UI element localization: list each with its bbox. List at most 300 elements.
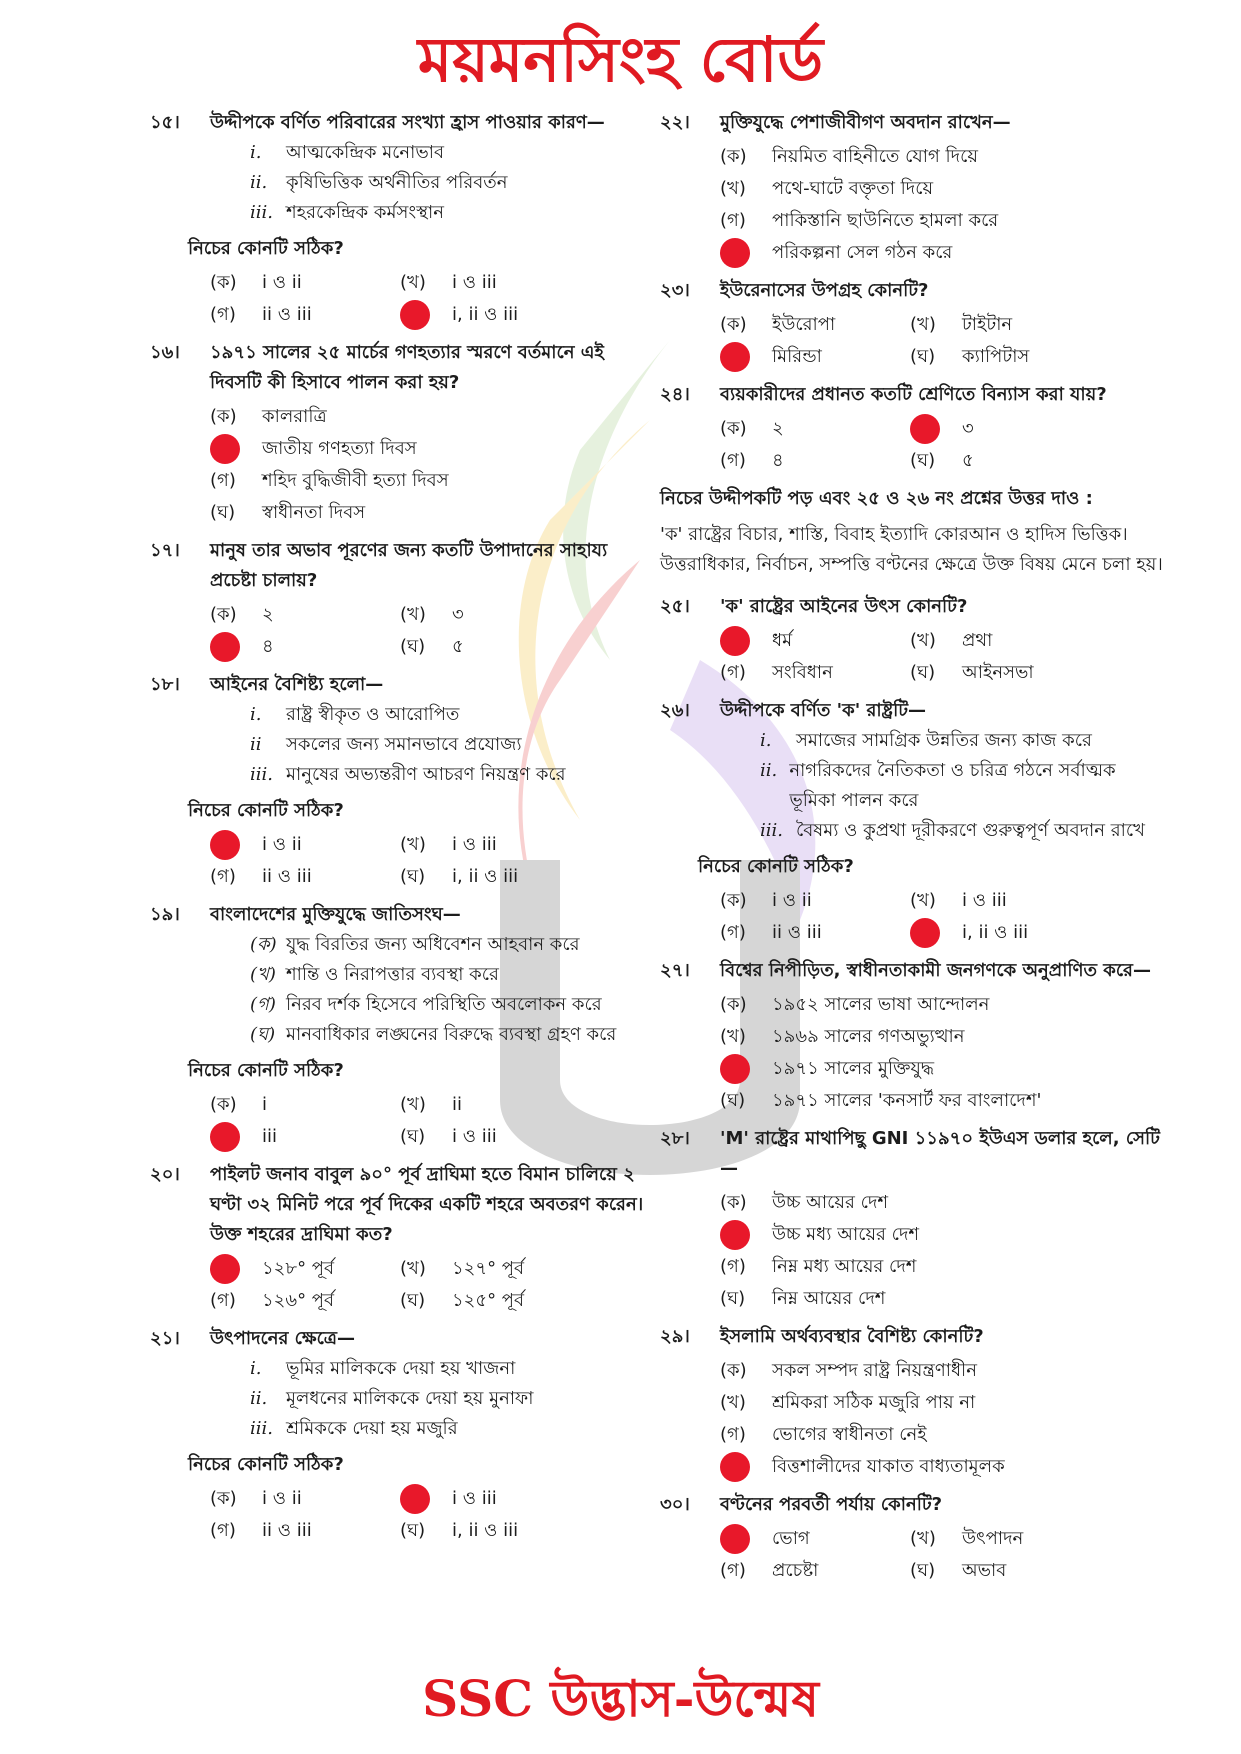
options-grid: [720, 142, 1165, 268]
answer-option[interactable]: [400, 632, 590, 662]
statement: [210, 138, 655, 168]
option-text: অভাব: [962, 1560, 1007, 1581]
answer-option[interactable]: [910, 342, 1100, 372]
question: [660, 1124, 1165, 1314]
answer-option[interactable]: [910, 658, 1100, 688]
option-marker: (খ): [400, 1094, 426, 1115]
option-marker: (ঘ): [910, 662, 936, 683]
option-marker: (ক): [720, 1360, 747, 1381]
option-text: i: [262, 1094, 268, 1115]
option-marker: (ক): [720, 314, 747, 335]
option-text: ধর্ম: [772, 630, 793, 651]
question-stem: 'M' রাষ্ট্রের মাথাপিছু GNI ১১৯৭০ ইউএস ডলার হলে, সেটি—: [720, 1128, 1160, 1179]
question-number: ২৪।: [660, 384, 690, 405]
options-grid: [210, 402, 655, 528]
answer-option[interactable]: [720, 238, 1165, 268]
option-text: শ্রমিকরা সঠিক মজুরি পায় না: [772, 1392, 976, 1413]
option-text: ii ও iii: [262, 866, 312, 887]
option-text: i ও iii: [962, 890, 1007, 911]
correct-answer-dot-icon: [400, 1484, 430, 1514]
statement-text: মানবাধিকার লঙ্ঘনের বিরুদ্ধে ব্যবস্থা গ্রহণ করে: [286, 1024, 617, 1045]
answer-option[interactable]: [400, 1484, 590, 1514]
option-marker: (গ): [720, 1560, 746, 1581]
answer-option[interactable]: [210, 1516, 400, 1546]
statement-numeral: (ক): [250, 934, 277, 955]
answer-option[interactable]: [720, 918, 910, 948]
answer-option[interactable]: [210, 1286, 400, 1316]
option-text: i, ii ও iii: [452, 1520, 519, 1541]
answer-option[interactable]: [210, 1090, 400, 1120]
answer-option[interactable]: [910, 1524, 1100, 1554]
answer-option[interactable]: [210, 600, 400, 630]
answer-option[interactable]: [400, 1122, 590, 1152]
option-text: বিত্তশালীদের যাকাত বাধ্যতামূলক: [772, 1456, 1005, 1477]
answer-option[interactable]: [400, 1286, 590, 1316]
question: [150, 670, 655, 892]
option-text: ১৯৭১ সালের মুক্তিযুদ্ধ: [772, 1058, 935, 1079]
statement: [210, 960, 655, 990]
right-column: [660, 108, 1165, 1594]
options-grid: [720, 1188, 1165, 1314]
option-marker: (খ): [910, 1528, 936, 1549]
statement-numeral: i.: [250, 142, 262, 163]
option-text: i ও iii: [452, 1126, 497, 1147]
options-grid: [720, 414, 1165, 476]
option-text: ৩: [962, 418, 974, 439]
option-text: ভোগ: [772, 1528, 810, 1549]
answer-option[interactable]: [720, 1556, 910, 1586]
option-text: i ও ii: [772, 890, 812, 911]
answer-option[interactable]: [400, 600, 590, 630]
question-stem: বাংলাদেশের মুক্তিযুদ্ধে জাতিসংঘ—: [210, 904, 461, 925]
question-prompt: নিচের কোনটি সঠিক?: [188, 1454, 344, 1475]
question-number: ২৩।: [660, 280, 690, 301]
answer-option[interactable]: [400, 268, 590, 298]
statement-numeral: ii.: [250, 172, 268, 193]
statement: [210, 1354, 655, 1384]
answer-option[interactable]: [210, 300, 400, 330]
option-text: ৫: [452, 636, 464, 657]
answer-option[interactable]: [720, 414, 910, 444]
option-text: নিয়মিত বাহিনীতে যোগ দিয়ে: [772, 146, 978, 167]
statement: [210, 700, 655, 730]
option-text: ১২৭° পূর্ব: [452, 1258, 525, 1279]
statement-text: শ্রমিককে দেয়া হয় মজুরি: [286, 1418, 458, 1439]
option-marker: (গ): [720, 210, 746, 231]
question-stem: উৎপাদনের ক্ষেত্রে—: [210, 1328, 356, 1349]
option-text: iii: [262, 1126, 278, 1147]
option-marker: (ঘ): [400, 636, 426, 657]
option-marker: (ঘ): [400, 866, 426, 887]
option-text: প্রথা: [962, 630, 993, 651]
statement-numeral: iii.: [760, 820, 783, 841]
option-marker: (ক): [720, 994, 747, 1015]
question-stem: বিশ্বের নিপীড়িত, স্বাধীনতাকামী জনগণকে অনুপ্রাণিত করে—: [720, 960, 1151, 981]
option-text: নিম্ন মধ্য আয়ের দেশ: [772, 1256, 917, 1277]
options-grid: [720, 990, 1165, 1116]
option-text: উৎপাদন: [962, 1528, 1024, 1549]
option-text: ii ও iii: [262, 1520, 312, 1541]
option-marker: (ক): [720, 146, 747, 167]
option-marker: (ক): [720, 890, 747, 911]
statement: [210, 730, 655, 760]
statement-text: নিরব দর্শক হিসেবে পরিস্থিতি অবলোকন করে: [286, 994, 602, 1015]
answer-option[interactable]: [720, 1252, 1165, 1282]
answer-option[interactable]: [910, 886, 1100, 916]
question: [660, 1322, 1165, 1482]
question-number: ২২।: [660, 112, 690, 133]
question-number: ৩০।: [660, 1494, 690, 1515]
left-column: [150, 108, 655, 1554]
statement-numeral: ii.: [250, 1388, 268, 1409]
question: [150, 536, 655, 662]
answer-option[interactable]: [720, 1420, 1165, 1450]
option-marker: (ঘ): [400, 1290, 426, 1311]
statement-text: বৈষম্য ও কুপ্রথা দূরীকরণে গুরুত্বপূর্ণ অবদান রাখে: [796, 820, 1145, 841]
options-grid: [210, 268, 655, 330]
option-text: সংবিধান: [772, 662, 833, 683]
answer-option[interactable]: [210, 402, 655, 432]
option-text: ৩: [452, 604, 464, 625]
answer-option[interactable]: [400, 300, 590, 330]
correct-answer-dot-icon: [400, 300, 430, 330]
options-grid: [210, 1254, 655, 1316]
option-text: উচ্চ আয়ের দেশ: [772, 1192, 889, 1213]
question-number: ১৭।: [150, 540, 180, 561]
option-marker: (খ): [400, 834, 426, 855]
options-grid: [210, 830, 655, 892]
statement-text: মূলধনের মালিককে দেয়া হয় মুনাফা: [286, 1388, 534, 1409]
option-text: শহিদ বুদ্ধিজীবী হত্যা দিবস: [262, 470, 449, 491]
answer-option[interactable]: [210, 434, 655, 464]
answer-option[interactable]: [210, 268, 400, 298]
correct-answer-dot-icon: [720, 1524, 750, 1554]
answer-option[interactable]: [720, 886, 910, 916]
question: [660, 956, 1165, 1116]
option-marker: (ঘ): [210, 502, 236, 523]
options-grid: [720, 626, 1165, 688]
answer-option[interactable]: [720, 310, 910, 340]
option-marker: (ক): [210, 604, 237, 625]
options-grid: [720, 886, 1165, 948]
answer-option[interactable]: [720, 1054, 1165, 1084]
option-marker: (ঘ): [720, 1090, 746, 1111]
statement-numeral: iii.: [250, 1418, 273, 1439]
option-marker: (গ): [210, 1520, 236, 1541]
question-prompt: নিচের কোনটি সঠিক?: [698, 856, 854, 877]
answer-option[interactable]: [720, 658, 910, 688]
question-prompt: নিচের কোনটি সঠিক?: [188, 800, 344, 821]
right-questions-part-a: [660, 108, 1165, 476]
option-text: টাইটান: [962, 314, 1013, 335]
question-stem: পাইলট জনাব বাবুল ৯০° পূর্ব দ্রাঘিমা হতে বিমান চালিয়ে ২ ঘণ্টা ৩২ মিনিট পরে পূর্ব দিকের একটি শহরে অবতরণ করেন। উক্ত শহরের দ্রাঘিমা কত?: [210, 1164, 644, 1245]
question: [150, 108, 655, 330]
question-stem: আইনের বৈশিষ্ট্য হলো—: [210, 674, 384, 695]
question-stem: 'ক' রাষ্ট্রের আইনের উৎস কোনটি?: [720, 596, 968, 617]
correct-answer-dot-icon: [720, 342, 750, 372]
statement-numeral: (ঘ): [250, 1024, 276, 1045]
answer-option[interactable]: [720, 626, 910, 656]
answer-option[interactable]: [400, 1516, 590, 1546]
statement-text: ভূমির মালিককে দেয়া হয় খাজনা: [286, 1358, 516, 1379]
question-number: ১৯।: [150, 904, 180, 925]
option-marker: (ক): [210, 1094, 237, 1115]
stimulus-passage: [660, 484, 1165, 580]
option-marker: (খ): [720, 178, 746, 199]
option-text: i ও ii: [262, 272, 302, 293]
answer-option[interactable]: [720, 1086, 1165, 1116]
question-stem: ব্যয়কারীদের প্রধানত কতটি শ্রেণিতে বিন্যাস করা যায়?: [720, 384, 1107, 405]
statement: [210, 1020, 655, 1050]
option-marker: (খ): [910, 630, 936, 651]
option-marker: (ক): [210, 272, 237, 293]
option-text: ৫: [962, 450, 974, 471]
statement-text: সমাজের সামগ্রিক উন্নতির জন্য কাজ করে: [796, 730, 1092, 751]
question-prompt: নিচের কোনটি সঠিক?: [188, 1060, 344, 1081]
answer-option[interactable]: [910, 918, 1100, 948]
question-stem: বণ্টনের পরবর্তী পর্যায় কোনটি?: [720, 1494, 943, 1515]
option-marker: (ঘ): [910, 450, 936, 471]
option-text: i, ii ও iii: [452, 866, 519, 887]
option-text: ১২৫° পূর্ব: [452, 1290, 525, 1311]
option-text: i, ii ও iii: [962, 922, 1029, 943]
statement-numeral: i.: [250, 1358, 262, 1379]
correct-answer-dot-icon: [210, 830, 240, 860]
statement-numeral: ii: [250, 734, 262, 755]
statement-numeral: i.: [760, 730, 772, 751]
passage-text: 'ক' রাষ্ট্রের বিচার, শাস্তি, বিবাহ ইত্যাদি কোরআন ও হাদিস ভিত্তিক। উত্তরাধিকার, নির্বাচন, সম্পত্তি বণ্টনের ক্ষেত্রে উক্ত বিষয় মেনে চলা হয়।: [660, 524, 1163, 575]
option-text: ২: [772, 418, 784, 439]
option-marker: (ঘ): [400, 1126, 426, 1147]
question: [660, 1490, 1165, 1586]
answer-option[interactable]: [210, 1484, 400, 1514]
answer-option[interactable]: [720, 206, 1165, 236]
question-stem: মুক্তিযুদ্ধে পেশাজীবীগণ অবদান রাখেন—: [720, 112, 1011, 133]
question-number: ১৮।: [150, 674, 180, 695]
statement: [210, 1414, 655, 1444]
answer-option[interactable]: [400, 1090, 590, 1120]
statement-text: আত্মকেন্দ্রিক মনোভাব: [286, 142, 445, 163]
statement: [210, 168, 655, 198]
option-text: i, ii ও iii: [452, 304, 519, 325]
option-text: ভোগের স্বাধীনতা নেই: [772, 1424, 927, 1445]
answer-option[interactable]: [720, 990, 1165, 1020]
options-grid: [210, 1090, 655, 1152]
correct-answer-dot-icon: [910, 918, 940, 948]
question-number: ২৬।: [660, 700, 690, 721]
answer-option[interactable]: [210, 498, 655, 528]
option-marker: (গ): [210, 470, 236, 491]
question-number: ২৭।: [660, 960, 690, 981]
question: [660, 592, 1165, 688]
answer-option[interactable]: [910, 446, 1100, 476]
question-stem: ইসলামি অর্থব্যবস্থার বৈশিষ্ট্য কোনটি?: [720, 1326, 984, 1347]
options-grid: [720, 310, 1165, 372]
option-text: উচ্চ মধ্য আয়ের দেশ: [772, 1224, 920, 1245]
option-text: i ও ii: [262, 1488, 302, 1509]
option-text: ইউরোপা: [772, 314, 836, 335]
option-marker: (খ): [400, 1258, 426, 1279]
answer-option[interactable]: [720, 1022, 1165, 1052]
footer-title: SSC উদ্ভাস-উন্মেষ: [422, 1669, 819, 1728]
question-number: ২৫।: [660, 596, 690, 617]
option-marker: (খ): [720, 1392, 746, 1413]
option-text: ১২৬° পূর্ব: [262, 1290, 335, 1311]
option-text: ২: [262, 604, 274, 625]
answer-option[interactable]: [910, 310, 1100, 340]
statement-text: যুদ্ধ বিরতির জন্য অধিবেশন আহবান করে: [286, 934, 580, 955]
answer-option[interactable]: [910, 414, 1100, 444]
option-marker: (গ): [720, 662, 746, 683]
option-text: জাতীয় গণহত্যা দিবস: [262, 438, 417, 459]
correct-answer-dot-icon: [720, 1054, 750, 1084]
option-text: আইনসভা: [962, 662, 1034, 683]
option-marker: (খ): [720, 1026, 746, 1047]
question: [660, 380, 1165, 476]
answer-option[interactable]: [720, 174, 1165, 204]
statement-text: নাগরিকদের নৈতিকতা ও চরিত্র গঠনে সর্বাত্মক ভূমিকা পালন করে: [789, 760, 1116, 811]
option-text: i ও iii: [452, 272, 497, 293]
statement-numeral: iii.: [250, 764, 273, 785]
statement-numeral: (গ): [250, 994, 276, 1015]
statement-text: শান্তি ও নিরাপত্তার ব্যবস্থা করে: [286, 964, 499, 985]
answer-option[interactable]: [210, 632, 400, 662]
option-marker: (ঘ): [910, 346, 936, 367]
answer-option[interactable]: [210, 466, 655, 496]
option-marker: (খ): [910, 890, 936, 911]
answer-option[interactable]: [720, 1388, 1165, 1418]
statement: [720, 726, 1165, 756]
correct-answer-dot-icon: [720, 1220, 750, 1250]
answer-option[interactable]: [720, 142, 1165, 172]
statement-numeral: i.: [250, 704, 262, 725]
statement: [720, 816, 1165, 846]
question-number: ২১।: [150, 1328, 180, 1349]
correct-answer-dot-icon: [210, 1254, 240, 1284]
option-marker: (খ): [400, 272, 426, 293]
option-marker: (ক): [210, 1488, 237, 1509]
option-marker: (ঘ): [910, 1560, 936, 1581]
board-title: ময়মনসিংহ বোর্ড: [417, 23, 824, 96]
statement-text: শহরকেন্দ্রিক কর্মসংস্থান: [286, 202, 444, 223]
statement: [210, 198, 655, 228]
question-number: ১৬।: [150, 342, 180, 363]
question-number: ২০।: [150, 1164, 180, 1185]
question-number: ১৫।: [150, 112, 180, 133]
option-marker: (ক): [720, 1192, 747, 1213]
correct-answer-dot-icon: [720, 1452, 750, 1482]
option-text: পাকিস্তানি ছাউনিতে হামলা করে: [772, 210, 999, 231]
option-text: ১৯৭১ সালের 'কনসার্ট ফর বাংলাদেশ': [772, 1090, 1042, 1111]
option-marker: (ক): [720, 418, 747, 439]
option-text: ii ও iii: [772, 922, 822, 943]
option-text: ৪: [772, 450, 784, 471]
option-text: মিরিন্ডা: [772, 346, 822, 367]
statement: [210, 760, 655, 790]
option-text: ii: [452, 1094, 463, 1115]
answer-option[interactable]: [210, 1254, 400, 1284]
option-text: পরিকল্পনা সেল গঠন করে: [772, 242, 953, 263]
answer-option[interactable]: [910, 1556, 1100, 1586]
options-grid: [720, 1356, 1165, 1482]
answer-option[interactable]: [720, 1220, 1165, 1250]
question-stem: উদ্দীপকে বর্ণিত পরিবারের সংখ্যা হ্রাস পাওয়ার কারণ—: [210, 112, 605, 133]
answer-option[interactable]: [720, 446, 910, 476]
question: [660, 108, 1165, 268]
option-marker: (গ): [210, 1290, 236, 1311]
statement-numeral: (খ): [250, 964, 276, 985]
statement: [210, 930, 655, 960]
option-marker: (ঘ): [400, 1520, 426, 1541]
statement-numeral: iii.: [250, 202, 273, 223]
option-text: ii ও iii: [262, 304, 312, 325]
correct-answer-dot-icon: [210, 632, 240, 662]
option-marker: (ক): [210, 406, 237, 427]
correct-answer-dot-icon: [210, 434, 240, 464]
option-marker: (গ): [720, 450, 746, 471]
answer-option[interactable]: [720, 342, 910, 372]
answer-option[interactable]: [910, 626, 1100, 656]
question: [660, 696, 1165, 948]
question: [660, 276, 1165, 372]
option-text: স্বাধীনতা দিবস: [262, 502, 366, 523]
answer-option[interactable]: [400, 862, 590, 892]
answer-option[interactable]: [720, 1356, 1165, 1386]
options-grid: [210, 600, 655, 662]
answer-option[interactable]: [210, 1122, 400, 1152]
option-text: i ও ii: [262, 834, 302, 855]
passage-intro: নিচের উদ্দীপকটি পড় এবং ২৫ ও ২৬ নং প্রশ্নের উত্তর দাও :: [660, 488, 1093, 509]
option-text: i ও iii: [452, 1488, 497, 1509]
statement: [210, 990, 655, 1020]
statement: [720, 756, 1165, 816]
option-text: প্রচেষ্টা: [772, 1560, 819, 1581]
statement-numeral: ii.: [760, 760, 778, 781]
statement: [210, 1384, 655, 1414]
option-marker: (গ): [720, 1256, 746, 1277]
question: [150, 1160, 655, 1316]
answer-option[interactable]: [720, 1452, 1165, 1482]
option-text: ৪: [262, 636, 274, 657]
option-text: i ও iii: [452, 834, 497, 855]
answer-option[interactable]: [210, 862, 400, 892]
question-number: ২৯।: [660, 1326, 690, 1347]
statement-text: কৃষিভিত্তিক অর্থনীতির পরিবর্তন: [286, 172, 508, 193]
question-number: ২৮।: [660, 1128, 690, 1149]
option-text: নিম্ন আয়ের দেশ: [772, 1288, 886, 1309]
answer-option[interactable]: [720, 1524, 910, 1554]
option-marker: (ঘ): [720, 1288, 746, 1309]
answer-option[interactable]: [400, 830, 590, 860]
correct-answer-dot-icon: [720, 626, 750, 656]
statement-text: রাষ্ট্র স্বীকৃত ও আরোপিত: [286, 704, 460, 725]
correct-answer-dot-icon: [720, 238, 750, 268]
question-prompt: নিচের কোনটি সঠিক?: [188, 238, 344, 259]
answer-option[interactable]: [400, 1254, 590, 1284]
option-marker: (গ): [210, 304, 236, 325]
option-text: ১২৮° পূর্ব: [262, 1258, 335, 1279]
question-stem: ১৯৭১ সালের ২৫ মার্চের গণহত্যার স্মরণে বর্তমানে এই দিবসটি কী হিসাবে পালন করা হয়?: [210, 342, 604, 393]
option-marker: (খ): [910, 314, 936, 335]
option-text: ক্যাপিটাস: [962, 346, 1030, 367]
question: [150, 338, 655, 528]
answer-option[interactable]: [720, 1188, 1165, 1218]
answer-option[interactable]: [720, 1284, 1165, 1314]
options-grid: [210, 1484, 655, 1546]
answer-option[interactable]: [210, 830, 400, 860]
option-text: ১৯৬৯ সালের গণঅভ্যুত্থান: [772, 1026, 965, 1047]
option-text: ১৯৫২ সালের ভাষা আন্দোলন: [772, 994, 990, 1015]
